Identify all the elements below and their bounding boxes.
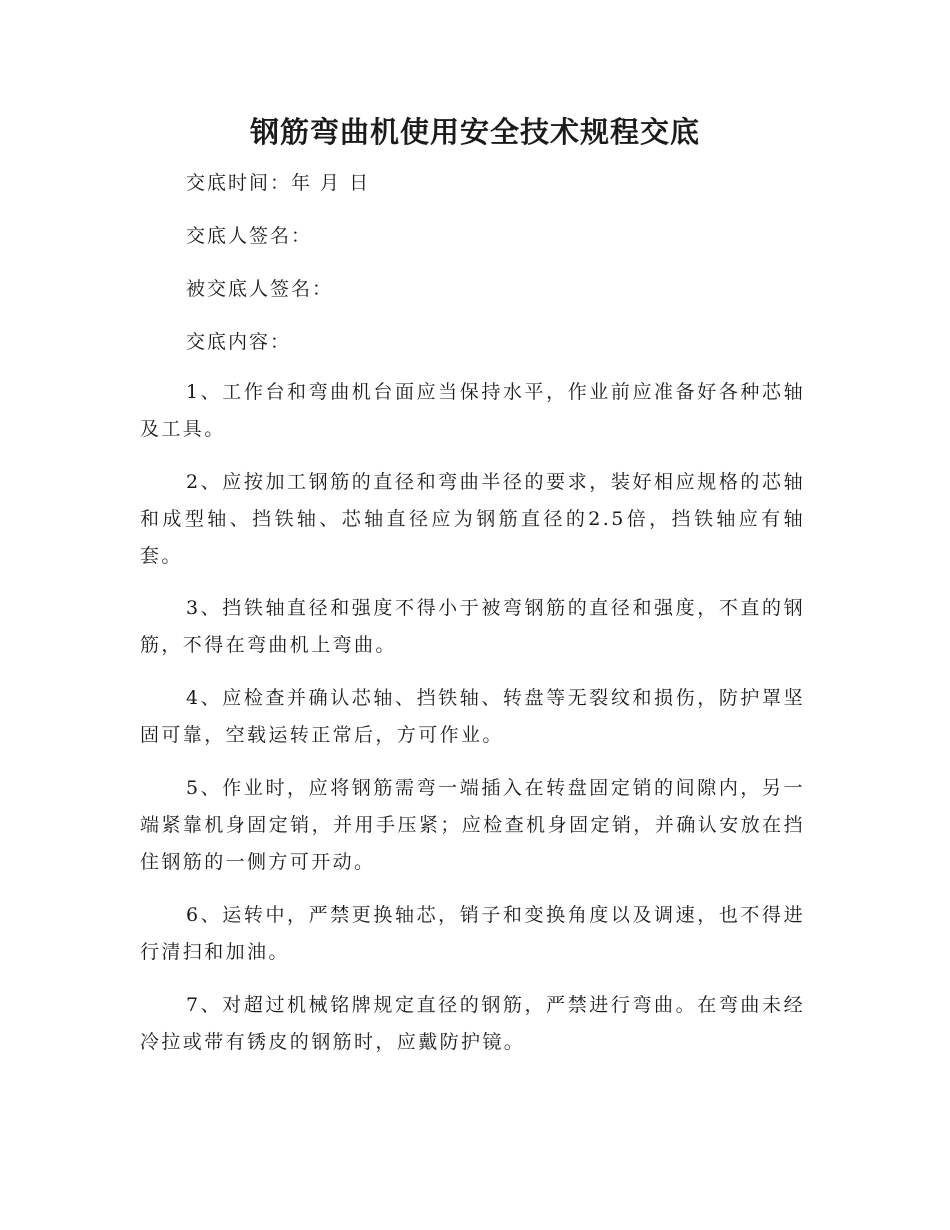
item-7: 7、对超过机械铭牌规定直径的钢筋，严禁进行弯曲。在弯曲未经冷拉或带有锈皮的钢筋时，应戴防护镜。	[140, 994, 805, 1053]
item-2: 2、应按加工钢筋的直径和弯曲半径的要求，装好相应规格的芯轴和成型轴、挡铁轴、芯轴直径应为钢筋直径的2.5倍，挡铁轴应有轴套。	[140, 471, 805, 567]
document-title: 钢筋弯曲机使用安全技术规程交底	[249, 115, 700, 149]
recipient-signature-field: 被交底人签名：	[186, 278, 334, 300]
presenter-signature-field: 交底人签名：	[186, 225, 313, 247]
item-4: 4、应检查并确认芯轴、挡铁轴、转盘等无裂纹和损伤，防护罩坚固可靠，空载运转正常后，方可作业。	[140, 687, 805, 746]
item-1: 1、工作台和弯曲机台面应当保持水平，作业前应准备好各种芯轴及工具。	[140, 381, 805, 440]
item-6: 6、运转中，严禁更换轴芯，销子和变换角度以及调速，也不得进行清扫和加油。	[140, 904, 805, 963]
item-3: 3、挡铁轴直径和强度不得小于被弯钢筋的直径和强度，不直的钢筋，不得在弯曲机上弯曲。	[140, 597, 805, 656]
item-5: 5、作业时，应将钢筋需弯一端插入在转盘固定销的间隙内，另一端紧靠机身固定销，并用手压紧；应检查机身固定销，并确认安放在挡住钢筋的一侧方可开动。	[140, 777, 805, 873]
date-field: 交底时间：年 月 日	[186, 172, 371, 194]
content-label: 交底内容：	[186, 331, 292, 353]
